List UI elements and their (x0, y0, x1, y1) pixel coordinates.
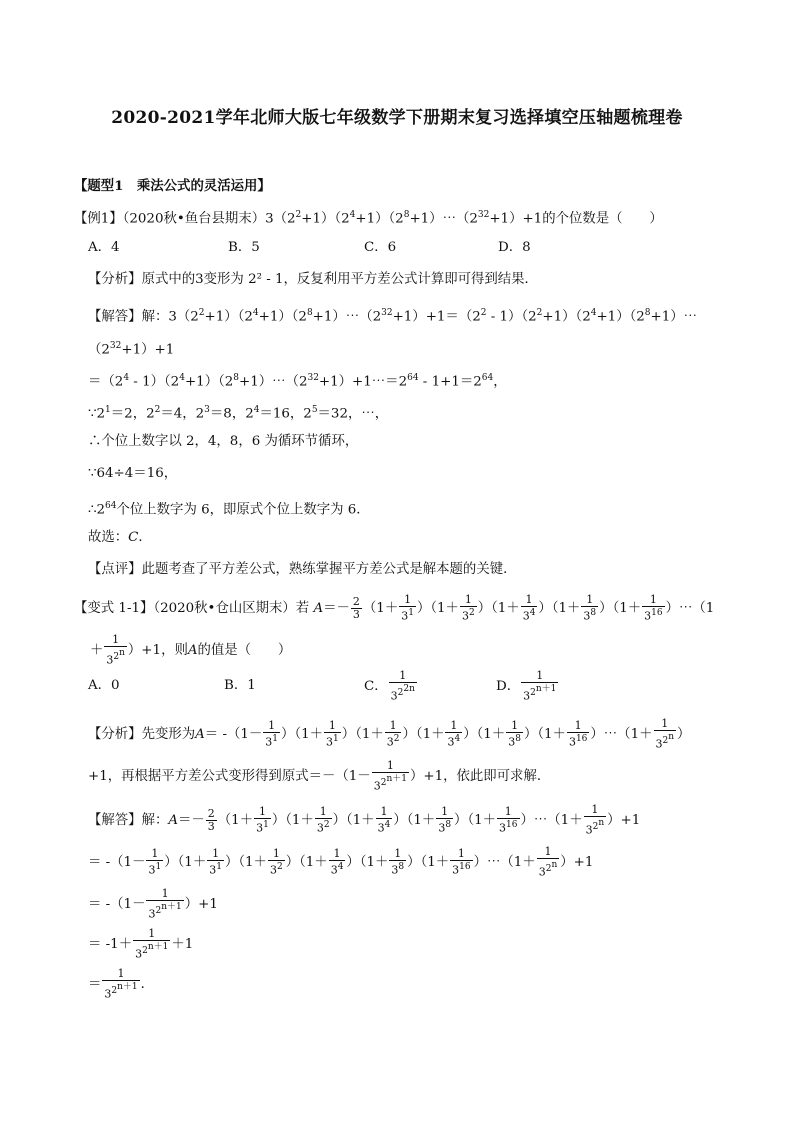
example1-answer-line3: $=(2^4$ - $1)(2^4+1)(2^8+1)\cdots(2^{32}+1)+1\cdots=2^{64} - 1+1=2^{64}$， (88, 373, 507, 390)
variant1-analysis-tail: +1，依此即可求解． (423, 768, 551, 784)
example1-answer-line1: 【解答】解：$3(2^2+1)(2^4+1)(2^8+1)\cdots(2^{32}+1)+1=(2^2$ - $1)(2^2+1)(2^4+1)(2^8+1)\cdots$ (88, 308, 698, 325)
example1-conclusion-value: C (128, 530, 139, 545)
example1-answer-label: 【解答】 (88, 309, 142, 325)
variant1-analysis-line1: 【分析】先变形为A＝ -（1－ $\frac{1}{3^1}$ ）（1＋ $\frac{1}{3^1}$ ）（1＋ $\frac{1}{3^2}$ ）（1＋ $\frac{1}{3^4}$ ）（1＋ $\frac{1}{3^8}$ ）（1＋ $\frac{1}{3^{16}}$ ）⋯（1＋ $\frac{1}{3^{2^n}}$ ） (88, 717, 691, 751)
variant1-answer-line3: ＝ -（1－ $\frac{1}{3^{2^{n+1}}}$ ）+1 (88, 887, 218, 921)
variant1-answer-line4: ＝ -1＋ $\frac{1}{3^{2^{n+1}}}$ ＋1 (88, 927, 194, 961)
example1-comment-text: 此题考查了平方差公式，熟练掌握平方差公式是解本题的关键． (141, 562, 517, 577)
variant1-option-b: B．1 (224, 678, 256, 693)
example1-option-c: C．6 (364, 240, 397, 255)
variant1-analysis-prefix: 先变形为 (141, 726, 196, 742)
example1-source: （2020秋•鱼台县期末） (122, 211, 266, 227)
variant1-analysis-mid: +1，再根据平方差公式变形得到原式＝－ (88, 768, 336, 784)
example1-comment-label: 【点评】 (88, 562, 142, 577)
example1-options (88, 238, 568, 258)
example1-analysis-label: 【分析】 (88, 272, 142, 287)
example1-question: 【例1】（2020秋•鱼台县期末）$3(2^2+1)(2^4+1)(2^8+1)\cdots(2^{32}+1)+1$的个位数是（ ） (74, 210, 663, 227)
example1-label: 【例1】 (74, 211, 123, 227)
document-title: 2020-2021学年北师大版七年级数学下册期末复习选择填空压轴题梳理卷 (111, 108, 683, 128)
variant1-answer-line2: ＝ -（1－ $\frac{1}{3^1}$ ）（1＋ $\frac{1}{3^1}$ ）（1＋ $\frac{1}{3^2}$ ）（1＋ $\frac{1}{3^4}$ ）（1＋ $\frac{1}{3^8}$ ）（1＋ $\frac{1}{3^{16}}$ ）⋯（1＋ $\frac{1}{3^{2^n}}$ ）+1 (88, 845, 594, 879)
variant1-question-line1: 【变式 1-1】（2020秋•仓山区期末）若 A＝－ $\frac{2}{3}$ （1＋ $\frac{1}{3^1}$ ）（1＋ $\frac{1}{3^2}$ ）（1＋ $\frac{1}{3^4}$ ）（1＋ $\frac{1}{3^8}$ ）（1＋ $\frac{1}{3^{16}}$ ）⋯（1 (74, 593, 715, 623)
variant1-option-d: D． $\frac{1}{3^{2^{n+1}}}$ (496, 669, 557, 703)
variant1-analysis-line2: +1，再根据平方差公式变形得到原式＝－（1－ $\frac{1}{3^{2^{n+1}}}$ ）+1，依此即可求解． (88, 759, 551, 793)
variant1-answer-line1: 【解答】解：A＝－ $\frac{2}{3}$ （1＋ $\frac{1}{3^1}$ ）（1＋ $\frac{1}{3^2}$ ）（1＋ $\frac{1}{3^4}$ ）（1＋ $\frac{1}{3^8}$ ）（1＋ $\frac{1}{3^{16}}$ ）⋯（1＋ $\frac{1}{3^{2^n}}$ ）+1 (88, 803, 641, 837)
example1-conclusion: 故选：C． (88, 530, 152, 545)
variant1-answer-line5: ＝ $\frac{1}{3^{2^{n+1}}}$ ． (88, 967, 155, 1001)
variant1-answer-label: 【解答】 (88, 812, 142, 828)
example1-answer-line5: ∴个位上数字以 2，4，8，6 为循环节循环， (88, 434, 359, 449)
example1-answer-line4: $\because 2^1=2$，$2^2=4$，$2^3=8$，$2^4=16$，$2^5=32$，⋯， (88, 405, 389, 422)
variant1-label: 【变式 1-1】 (74, 600, 154, 616)
example1-option-b: B．5 (228, 240, 260, 255)
section-heading: 【题型1 乘法公式的灵活运用】 (74, 178, 271, 194)
example1-option-d: D．8 (498, 240, 531, 255)
example1-option-a: A．4 (88, 240, 120, 255)
example1-analysis-text: 原式中的3变形为 2² - 1，反复利用平方差公式计算即可得到结果． (141, 272, 538, 287)
variant1-source: （2020秋•仓山区期末） (153, 600, 296, 616)
variant1-answer-prefix: 解： (141, 812, 169, 828)
example1-answer-prefix: 解： (141, 309, 169, 325)
example1-answer-line2: $(2^{32}+1)+1$ (88, 341, 175, 358)
example1-answer-final: 个位上数字为 6，即原式个位上数字为 6． (116, 502, 370, 518)
example1-question-tail: 的个位数是（ ） (542, 211, 663, 227)
variant1-option-a: A．0 (88, 678, 120, 693)
example1-conclusion-label: 故选： (88, 530, 129, 545)
example1-analysis (88, 270, 538, 290)
variant1-options (88, 669, 568, 703)
variant1-option-c: C． $\frac{1}{3^{2^{2n}}}$ (364, 669, 415, 703)
example1-answer-line7: $\therefore 2^{64}$个位上数字为 6，即原式个位上数字为 6． (88, 501, 370, 518)
example1-answer-line6: ∵64÷4＝16， (88, 466, 178, 481)
variant1-question-tail: 的值是（ ） (197, 642, 292, 658)
example1-comment (88, 560, 517, 580)
variant1-analysis-label: 【分析】 (88, 726, 142, 742)
variant1-question-mid: ，则 (161, 642, 188, 658)
variant1-question-line2: ＋ $\frac{1}{3^{2^n}}$ ）+1，则A的值是（ ） (90, 633, 292, 667)
